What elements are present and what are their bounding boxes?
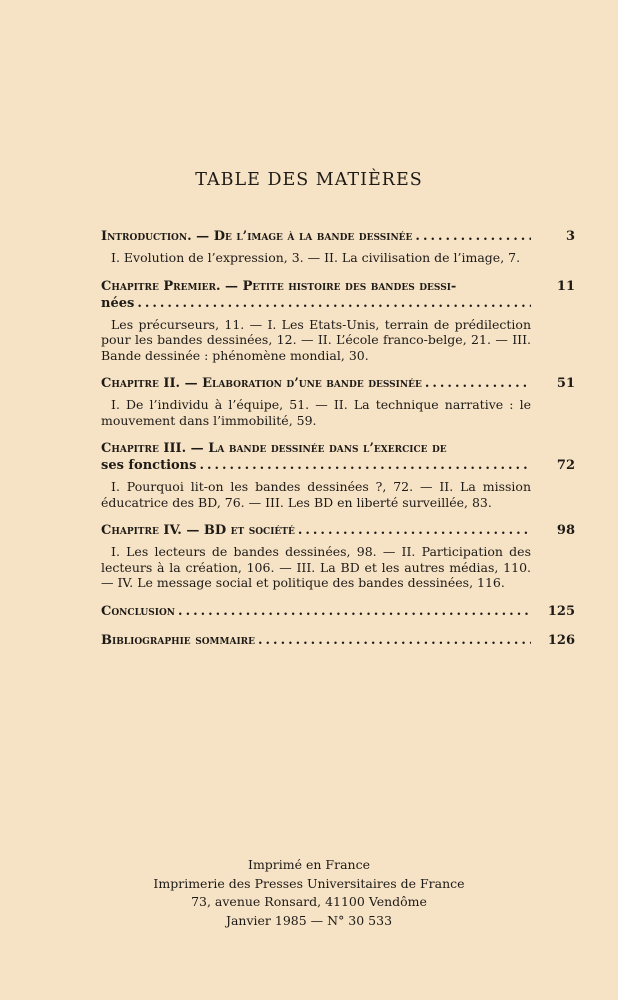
toc-entry-conclusion	[101, 603, 575, 620]
dot-leader	[178, 603, 531, 620]
toc-entry-chapitre-3	[101, 440, 575, 510]
toc-page-number: 11	[556, 278, 575, 294]
dot-leader	[425, 375, 531, 392]
table-of-contents	[101, 228, 575, 661]
toc-description: Les précurseurs, 11. — I. Les Etats-Unis, terrain de prédilection pour les bandes dessinées, 12. — II. L’école franco-belge, 21. — III. Bande dessinée : phénomène mondial, 30.	[101, 316, 531, 363]
toc-entry-chapitre-4	[101, 522, 575, 591]
toc-label: Chapitre II. — Elaboration d’une bande dessinée	[101, 376, 422, 391]
toc-entry-introduction	[101, 228, 575, 266]
toc-heading	[101, 375, 575, 392]
toc-label: Introduction. — De l’image à la bande dessinée	[101, 229, 413, 244]
dot-leader	[415, 228, 531, 245]
toc-heading	[101, 522, 575, 539]
imprint-printer: Imprimerie des Presses Universitaires de France	[153, 875, 465, 891]
dot-leader	[258, 632, 531, 649]
toc-heading	[101, 278, 575, 312]
toc-entry-chapitre-2	[101, 375, 575, 428]
toc-page-number: 98	[556, 523, 575, 538]
toc-heading	[101, 632, 575, 649]
dot-leader	[298, 522, 531, 539]
toc-label: Chapitre III. — La bande dessinée dans l’exercice de	[101, 441, 447, 456]
toc-description: I. Evolution de l’expression, 3. — II. La civilisation de l’image, 7.	[111, 250, 521, 265]
toc-heading	[101, 603, 575, 620]
toc-label: Chapitre Premier. — Petite histoire des bandes dessi-	[101, 278, 457, 294]
toc-label-continued: ses fonctions	[101, 458, 197, 473]
toc-entry-bibliographie	[101, 632, 575, 649]
toc-heading	[101, 228, 575, 245]
toc-page-number: 126	[547, 632, 575, 648]
toc-heading	[101, 440, 575, 474]
toc-page-number: 3	[565, 229, 575, 244]
toc-description: I. Les lecteurs de bandes dessinées, 98. — II. Participation des lecteurs à la création, 106. — III. La BD et les autres médias, 110. — IV. Le message social et politique des bandes dessinées, 116.	[101, 544, 531, 590]
imprint-date-number: Janvier 1985 — N° 30 533	[225, 912, 393, 928]
toc-description: I. De l’individu à l’équipe, 51. — II. La technique narrative : le mouvement dans l’immobilité, 59.	[101, 397, 531, 428]
toc-label: Conclusion	[101, 603, 176, 619]
dot-leader	[137, 295, 531, 312]
toc-description: I. Pourquoi lit-on les bandes dessinées ?, 72. — II. La mission éducatrice des BD, 76. — III. Les BD en liberté surveillée, 83.	[101, 479, 531, 510]
toc-label: Chapitre IV. — BD et société	[101, 523, 295, 538]
toc-page-number: 125	[547, 603, 575, 619]
imprint-address: 73, avenue Ronsard, 41100 Vendôme	[191, 894, 427, 909]
toc-label-continued: nées	[101, 295, 135, 311]
imprint-country: Imprimé en France	[248, 857, 370, 872]
toc-page-number: 72	[556, 458, 575, 473]
toc-entry-chapitre-premier	[101, 278, 575, 364]
dot-leader	[199, 457, 531, 474]
page-title: TABLE DES MATIÈRES	[195, 170, 423, 190]
toc-page-number: 51	[556, 376, 575, 391]
imprint-block	[0, 856, 618, 930]
toc-label: Bibliographie sommaire	[101, 632, 255, 648]
